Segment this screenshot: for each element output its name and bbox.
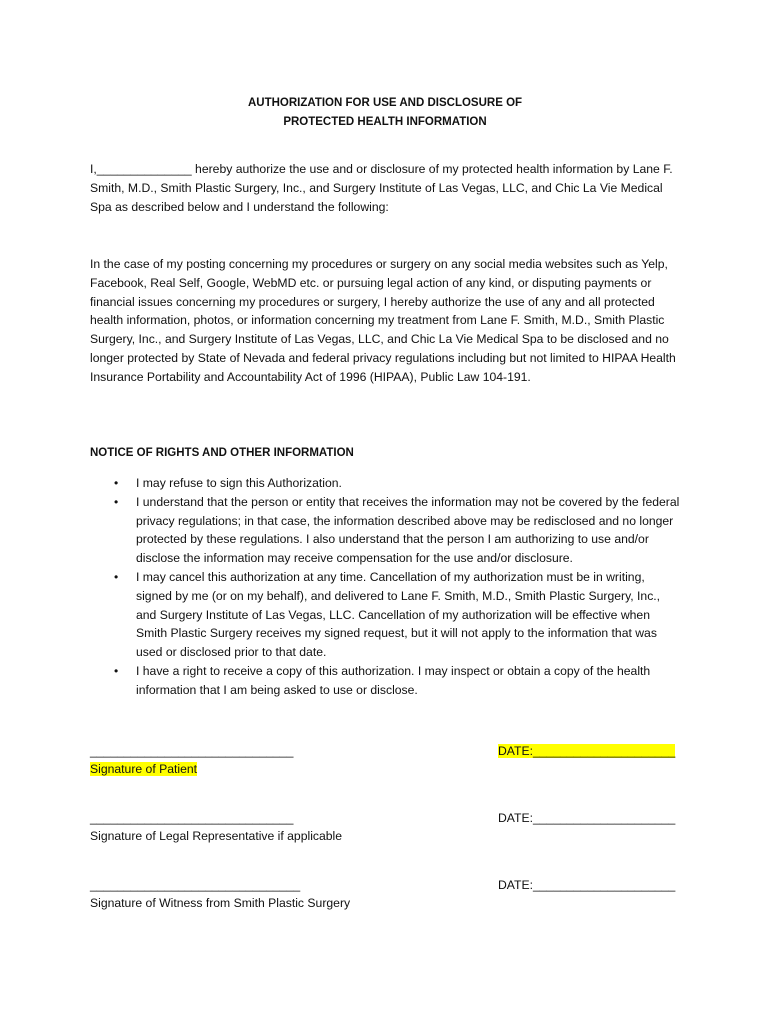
patient-date-wrap — [498, 742, 675, 760]
witness-signature-line[interactable]: _______________________________ — [90, 878, 301, 892]
social-media-paragraph: In the case of my posting concerning my procedures or surgery on any social media websites such as Yelp, Facebook, Real Self, Google, WebMD etc. or pursuing legal action of any kind, or disputing payments or financial issues concerning my procedures or surgery, I hereby authorize the use of any and all protected health information, photos, or information concerning my treatment from Lane F. Smith, M.D., Smith Plastic Surgery, Inc., and Surgery Institute of Las Vegas, LLC, and Chic La Vie Medical Spa to be disclosed and no longer protected by State of Nevada and federal privacy regulations including but not limited to HIPAA Health Insurance Portability and Accountability Act of 1996 (HIPAA), Public Law 104-191. — [90, 257, 676, 384]
notice-list — [90, 474, 682, 700]
bullet-icon: • — [114, 494, 119, 509]
list-item — [90, 662, 682, 700]
legal-rep-date-field[interactable]: DATE:_____________________ — [498, 811, 676, 825]
patient-signature-line[interactable]: ______________________________ — [90, 744, 294, 758]
list-item — [90, 474, 682, 493]
list-item-text: I have a right to receive a copy of this authorization. I may inspect or obtain a copy of the health information that I am being asked to use or disclose. — [136, 663, 651, 697]
list-item — [90, 568, 682, 662]
list-item-text: I may refuse to sign this Authorization. — [136, 476, 342, 490]
title-line-2: PROTECTED HEALTH INFORMATION — [283, 116, 487, 128]
document-title — [90, 94, 680, 132]
bullet-icon: • — [114, 476, 119, 490]
patient-signature-label: Signature of Patient — [90, 762, 198, 776]
list-item — [90, 493, 682, 568]
patient-date-field[interactable]: DATE:_____________________ — [498, 744, 676, 758]
witness-date-field[interactable]: DATE:_____________________ — [498, 878, 676, 892]
witness-signature-label: Signature of Witness from Smith Plastic Surgery — [90, 896, 351, 910]
legal-rep-signature-line[interactable]: ______________________________ — [90, 811, 294, 825]
legal-rep-signature-label: Signature of Legal Representative if applicable — [90, 829, 343, 843]
list-item-text: I may cancel this authorization at any time. Cancellation of my authorization must be in writing, signed by me (or on my behalf), and delivered to Lane F. Smith, M.D., Smith Plastic Surgery, Inc., and Surgery Institute of Las Vegas, LLC. Cancellation of my authorization will be effective when Smith Plastic Surgery receives my signed request, but it will not apply to the information that was used or disclosed prior to that date. — [136, 569, 661, 660]
title-line-1: AUTHORIZATION FOR USE AND DISCLOSURE OF — [247, 97, 523, 109]
intro-paragraph: I,______________ hereby authorize the use and or disclosure of my protected health information by Lane F. Smith, M.D., Smith Plastic Surgery, Inc., and Surgery Institute of Las Vegas, LLC, and Chic La Vie Medical Spa as described below and I understand the following: — [90, 162, 673, 214]
bullet-icon: • — [114, 569, 119, 584]
bullet-icon: • — [114, 663, 119, 678]
list-item-text: I understand that the person or entity that receives the information may not be covered by the federal privacy regulations; in that case, the information described above may be redisclosed and no longer protected by these regulations. I also understand that the person I am authorizing to use and/or disclose the information may receive compensation for the use and/or disclosure. — [136, 494, 680, 566]
patient-signature-label-wrap — [90, 760, 197, 778]
notice-heading: NOTICE OF RIGHTS AND OTHER INFORMATION — [90, 447, 354, 459]
